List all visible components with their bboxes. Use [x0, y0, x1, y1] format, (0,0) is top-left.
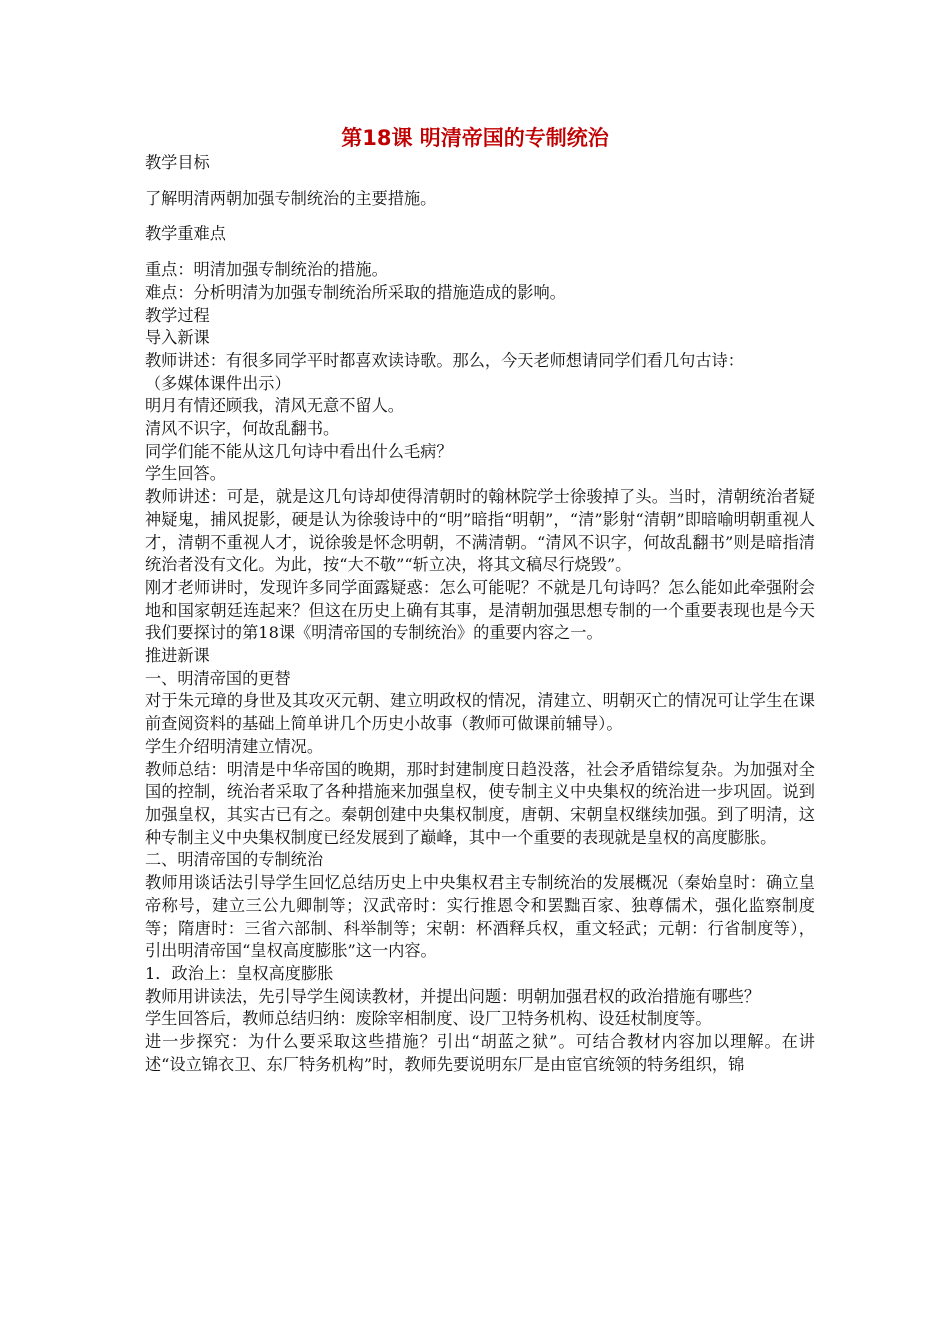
- paragraph: 教师讲述：可是，就是这几句诗却使得清朝时的翰林院学士徐骏掉了头。当时，清朝统治者疑神疑鬼，捕风捉影，硬是认为徐骏诗中的“明”暗指“明朝”，“清”影射“清朝”即暗喻明朝重视人才，清朝不重视人才，说徐骏是怀念明朝，不满清朝。“清风不识字，何故乱翻书”则是暗指清统治者没有文化。为此，按“大不敬”“斩立决，将其文稿尽行烧毁”。: [145, 487, 815, 575]
- poem-line: 明月有情还顾我，清风无意不留人。: [145, 396, 404, 416]
- poem-line: 清风不识字，何故乱翻书。: [145, 419, 340, 439]
- lesson-body: [145, 152, 815, 1076]
- paragraph: 了解明清两朝加强专制统治的主要措施。: [145, 188, 437, 208]
- paragraph: （多媒体课件出示）: [145, 373, 291, 393]
- paragraph: 对于朱元璋的身世及其攻灭元朝、建立明政权的情况，清建立、明朝灭亡的情况可让学生在课前查阅资料的基础上简单讲几个历史小故事（教师可做课前辅导）。: [145, 691, 815, 734]
- paragraph: 难点：分析明清为加强专制统治所采取的措施造成的影响。: [145, 282, 566, 302]
- paragraph: 教师总结：明清是中华帝国的晚期，那时封建制度日趋没落，社会矛盾错综复杂。为加强对全国的控制，统治者采取了各种措施来加强皇权，使专制主义中央集权的统治进一步巩固。说到加强皇权，其实古已有之。秦朝创建中央集权制度，唐朝、宋朝皇权继续加强。到了明清，这种专制主义中央集权制度已经发展到了巅峰，其中一个重要的表现就是皇权的高度膨胀。: [145, 759, 815, 847]
- paragraph: 学生回答。: [145, 464, 226, 484]
- heading-teaching-goals: 教学目标: [145, 153, 210, 172]
- heading-teaching-process: 教学过程: [145, 305, 210, 325]
- section-heading: 一、明清帝国的更替: [145, 668, 291, 688]
- subsection-heading: 1．政治上：皇权高度膨胀: [145, 963, 334, 983]
- heading-introduction: 导入新课: [145, 328, 210, 348]
- paragraph: 进一步探究：为什么要采取这些措施？引出“胡蓝之狱”。可结合教材内容加以理解。在讲述“设立锦衣卫、东厂特务机构”时，教师先要说明东厂是由宦官统领的特务组织，锦: [145, 1032, 815, 1074]
- paragraph: 教师用讲读法，先引导学生阅读教材，并提出问题：明朝加强君权的政治措施有哪些？: [145, 986, 761, 1006]
- paragraph: 学生回答后，教师总结归纳：废除宰相制度、设厂卫特务机构、设廷杖制度等。: [145, 1009, 712, 1029]
- paragraph: 学生介绍明清建立情况。: [145, 736, 324, 756]
- heading-key-points: 教学重难点: [145, 224, 226, 244]
- paragraph: 教师讲述：有很多同学平时都喜欢读诗歌。那么，今天老师想请同学们看几句古诗：: [145, 350, 744, 370]
- paragraph: 同学们能不能从这几句诗中看出什么毛病？: [145, 441, 453, 461]
- section-heading: 二、明清帝国的专制统治: [145, 850, 324, 870]
- paragraph: 教师用谈话法引导学生回忆总结历史上中央集权君主专制统治的发展概况（秦始皇时：确立皇帝称号，建立三公九卿制等；汉武帝时：实行推恩令和罢黜百家、独尊儒术，强化监察制度等；隋唐时：三省六部制、科举制等；宋朝：杯酒释兵权，重文轻武；元朝：行省制度等），引出明清帝国“皇权高度膨胀”这一内容。: [145, 873, 815, 961]
- heading-new-lesson: 推进新课: [145, 646, 210, 666]
- paragraph: 刚才老师讲时，发现许多同学面露疑惑：怎么可能呢？不就是几句诗吗？怎么能如此牵强附会地和国家朝廷连起来？但这在历史上确有其事，是清朝加强思想专制的一个重要表现也是今天我们要探讨的第18课《明清帝国的专制统治》的重要内容之一。: [145, 577, 815, 643]
- paragraph: 重点：明清加强专制统治的措施。: [145, 260, 388, 280]
- lesson-title: 第18课 明清帝国的专制统治: [341, 126, 609, 150]
